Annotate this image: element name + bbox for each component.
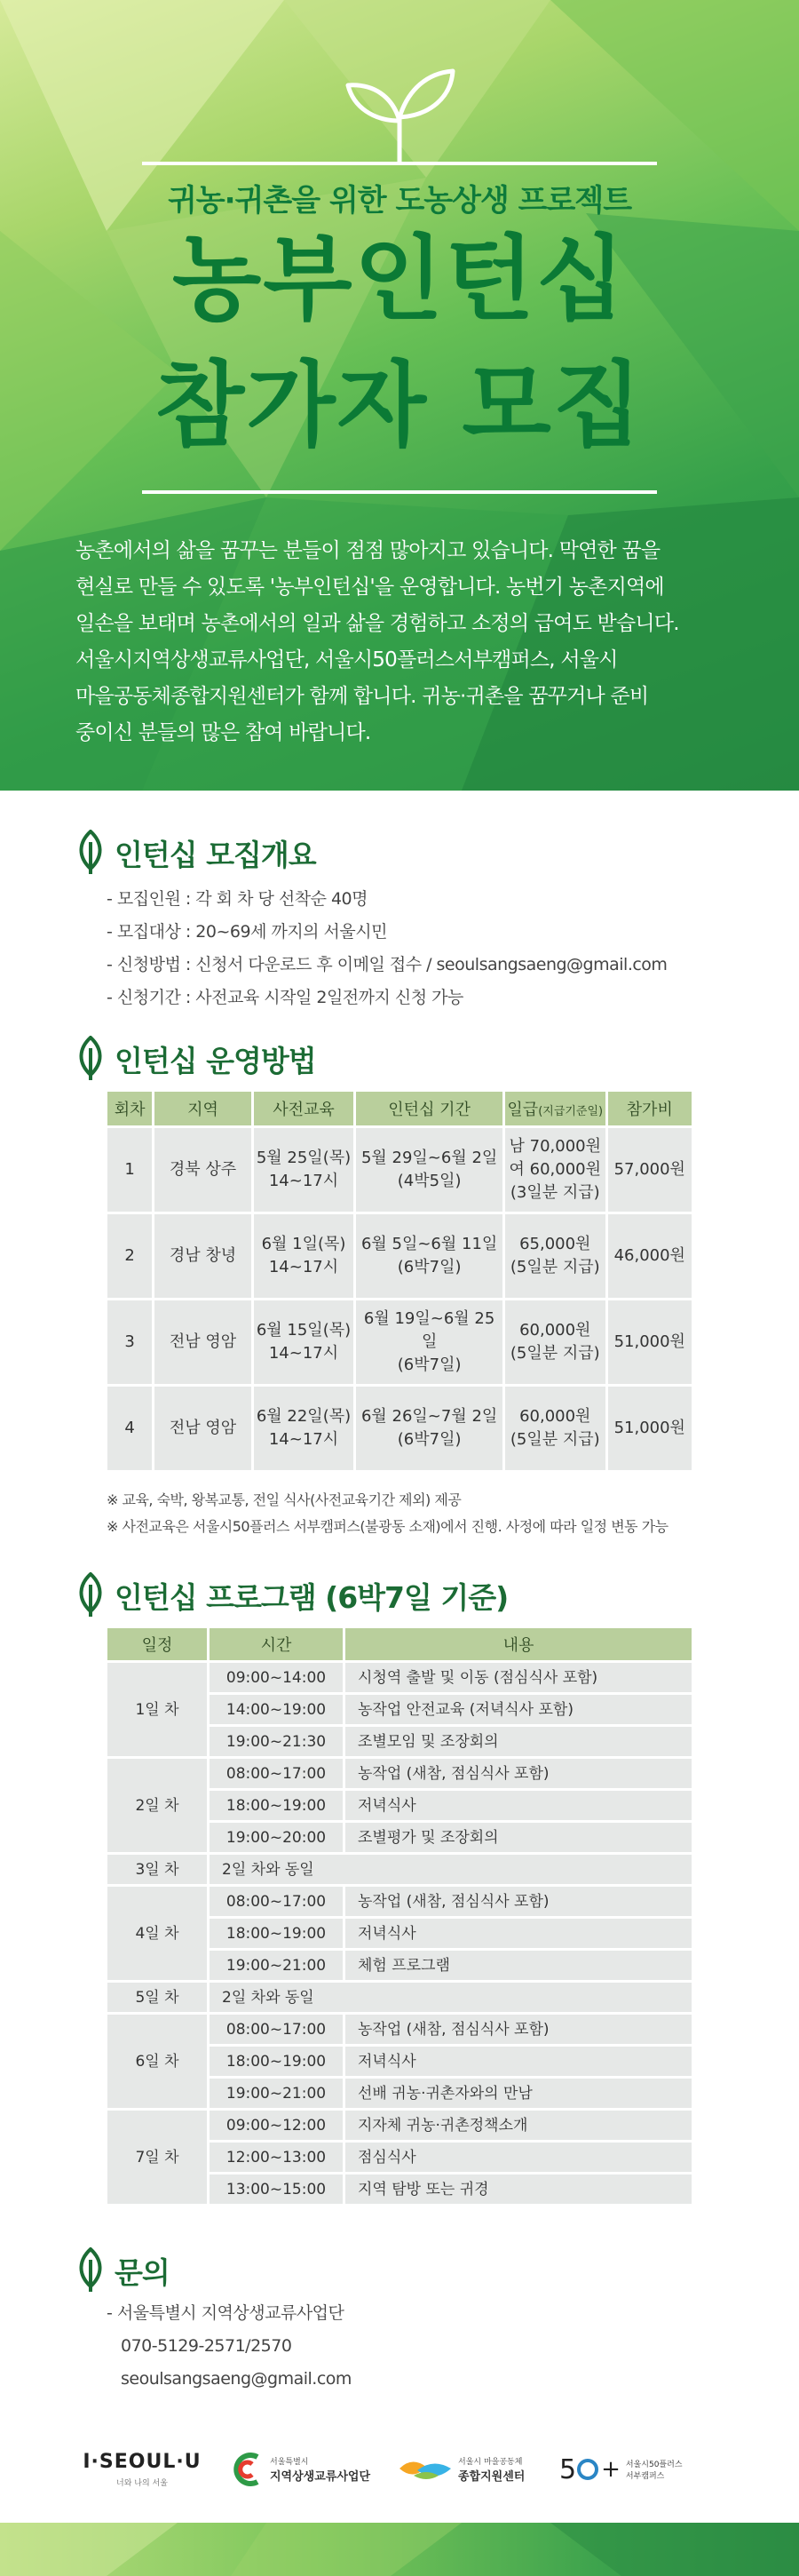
contact-phone[interactable]: 070-5129-2571/2570: [121, 2336, 292, 2356]
table-row: 18:00~19:00 저녁식사: [107, 1791, 692, 1820]
partner-logos: [0, 2425, 799, 2514]
leaf-icon: [75, 1036, 106, 1082]
overview-title: 인턴십 모집개요: [115, 837, 316, 872]
operation-note-1: ※ 교육, 숙박, 왕복교통, 전일 식사(사전교육기간 제외) 제공: [107, 1491, 462, 1508]
sangsaeng-logo: 서울특별시 지역상생교류사업단: [233, 2425, 384, 2514]
hero-description: 농촌에서의 삶을 꿈꾸는 분들이 점점 많아지고 있습니다. 막연한 꿈을 현실로 만들 수 있도록 '농부인턴십'을 운영합니다. 농번기 농촌지역에 일손을 보태며 농촌에서의 일과 삶을 경험하고 소정의 급여도 받습니다. 서울시지역상생교류사업단, 서울시50플러스서부캠퍼스, 서울시 마을공동체종합지원센터가 함께 합니다. 귀농·귀촌을 꿈꾸거나 준비 중이신 분들의 많은 참여 바랍니다.: [75, 539, 679, 744]
day-cell: 1일 차: [107, 1663, 207, 1756]
fifty-plus-logo: 5 + 서울시50플러스 서부캠퍼스: [559, 2453, 683, 2485]
table-row: 12:00~13:00 점심식사: [107, 2143, 692, 2172]
contact-section-header: [75, 2246, 170, 2295]
table-row: 19:00~21:00 체험 프로그램: [107, 1951, 692, 1980]
day-cell: 4일 차: [107, 1887, 207, 1980]
program-table: [105, 1626, 694, 2206]
program-title: 인턴십 프로그램 (6박7일 기준): [115, 1579, 509, 1615]
table-row: 2일 차 08:00~17:00 농작업 (새참, 점심식사 포함): [107, 1759, 692, 1788]
col-header: 참가비: [608, 1092, 692, 1125]
contact-email[interactable]: seoulsangsaeng@gmail.com: [121, 2369, 352, 2389]
contact-title: 문의: [115, 2254, 170, 2290]
hero-divider-bottom: [142, 490, 657, 494]
operation-title: 인턴십 운영방법: [115, 1043, 316, 1078]
day-cell: 7일 차: [107, 2111, 207, 2204]
col-header: 내용: [345, 1628, 692, 1660]
seoul-logo: I·SEOUL·U 너와 나의 서울: [83, 2451, 202, 2488]
maeul-emblem-icon: [398, 2456, 453, 2483]
maeul-logo: 서울시 마을공동체 종합지원센터: [398, 2425, 540, 2514]
table-row: 1일 차 09:00~14:00 시청역 출발 및 이동 (점심식사 포함): [107, 1663, 692, 1692]
table-row: 13:00~15:00 지역 탐방 또는 귀경: [107, 2174, 692, 2204]
col-header: 지역: [154, 1092, 251, 1125]
program-section-header: [75, 1570, 508, 1620]
list-item: - 신청기간 : 사전교육 시작일 2일전까지 신청 가능: [107, 988, 463, 1007]
table-row: 19:00~21:30 조별모임 및 조장회의: [107, 1727, 692, 1756]
list-item: - 신청방법 : 신청서 다운로드 후 이메일 접수 / seoulsangsaeng@gmail.com: [107, 955, 668, 974]
col-header: 회차: [107, 1092, 152, 1125]
list-item: - 모집인원 : 각 회 차 당 선착순 40명: [107, 889, 368, 909]
day-cell: 5일 차: [107, 1983, 207, 2012]
day-cell: 3일 차: [107, 1855, 207, 1884]
hero-banner: [0, 0, 799, 791]
hero-divider-top: [142, 162, 657, 165]
table-row: 4 전남 영암 6월 22일(목) 14~17시 6월 26일~7월 2일 (6박7일) 60,000원 (5일분 지급) 51,000원: [107, 1387, 692, 1470]
col-header: 인턴십 기간: [356, 1092, 502, 1125]
hero-title-line1: 농부인턴십: [171, 225, 628, 333]
table-row: 18:00~19:00 저녁식사: [107, 1919, 692, 1948]
day-cell: 2일 차: [107, 1759, 207, 1852]
leaf-icon: [75, 830, 106, 876]
table-row: 19:00~20:00 조별평가 및 조장회의: [107, 1823, 692, 1852]
col-header: 사전교육: [254, 1092, 354, 1125]
table-row: 14:00~19:00 농작업 안전교육 (저녁식사 포함): [107, 1695, 692, 1724]
operation-table: [105, 1089, 694, 1473]
table-row: 1 경북 상주 5월 25일(목) 14~17시 5월 29일~6월 2일 (4박5일) 남 70,000원 여 60,000원 (3일분 지급) 57,000원: [107, 1128, 692, 1212]
contact-org: - 서울특별시 지역상생교류사업단: [107, 2303, 344, 2323]
list-item: - 모집대상 : 20~69세 까지의 서울시민: [107, 922, 387, 942]
leaf-icon: [75, 2247, 106, 2294]
overview-section-header: [75, 828, 316, 878]
table-row: 19:00~21:00 선배 귀농·귀촌자와의 만남: [107, 2079, 692, 2108]
contact-info: [107, 2297, 352, 2396]
sprout-icon: [337, 66, 462, 163]
leaf-icon: [75, 1572, 106, 1618]
table-header-row: [107, 1092, 692, 1125]
col-header: 일정: [107, 1628, 207, 1660]
table-row: 18:00~19:00 저녁식사: [107, 2047, 692, 2076]
col-header: 시간: [210, 1628, 343, 1660]
table-row: 6일 차 08:00~17:00 농작업 (새참, 점심식사 포함): [107, 2015, 692, 2044]
table-row: 5일 차 2일 차와 동일: [107, 1983, 692, 2012]
operation-note-2: ※ 사전교육은 서울시50플러스 서부캠퍼스(불광동 소재)에서 진행. 사정에 따라 일정 변동 가능: [107, 1518, 668, 1535]
table-header-row: [107, 1628, 692, 1660]
table-row: 3 전남 영암 6월 15일(목) 14~17시 6월 19일~6월 25일 (6박7일) 60,000원 (5일분 지급) 51,000원: [107, 1300, 692, 1384]
hero-title-line2: 참가자 모집: [154, 351, 645, 459]
table-row: 3일 차 2일 차와 동일: [107, 1855, 692, 1884]
hero-subtitle: 귀농·귀촌을 위한 도농상생 프로젝트: [167, 183, 632, 219]
col-header: 일급(지급기준일): [505, 1092, 605, 1125]
bottom-banner: [0, 2523, 799, 2576]
table-row: 4일 차 08:00~17:00 농작업 (새참, 점심식사 포함): [107, 1887, 692, 1916]
ring-icon: [576, 2458, 599, 2481]
day-cell: 6일 차: [107, 2015, 207, 2108]
overview-list: [107, 883, 667, 1014]
table-row: 7일 차 09:00~12:00 지자체 귀농·귀촌정책소개: [107, 2111, 692, 2140]
bottom-facets: [0, 2523, 799, 2576]
table-row: 2 경남 창녕 6월 1일(목) 14~17시 6월 5일~6월 11일 (6박7일) 65,000원 (5일분 지급) 46,000원: [107, 1214, 692, 1298]
sangsaeng-emblem-icon: [233, 2452, 265, 2487]
operation-section-header: [75, 1034, 316, 1084]
